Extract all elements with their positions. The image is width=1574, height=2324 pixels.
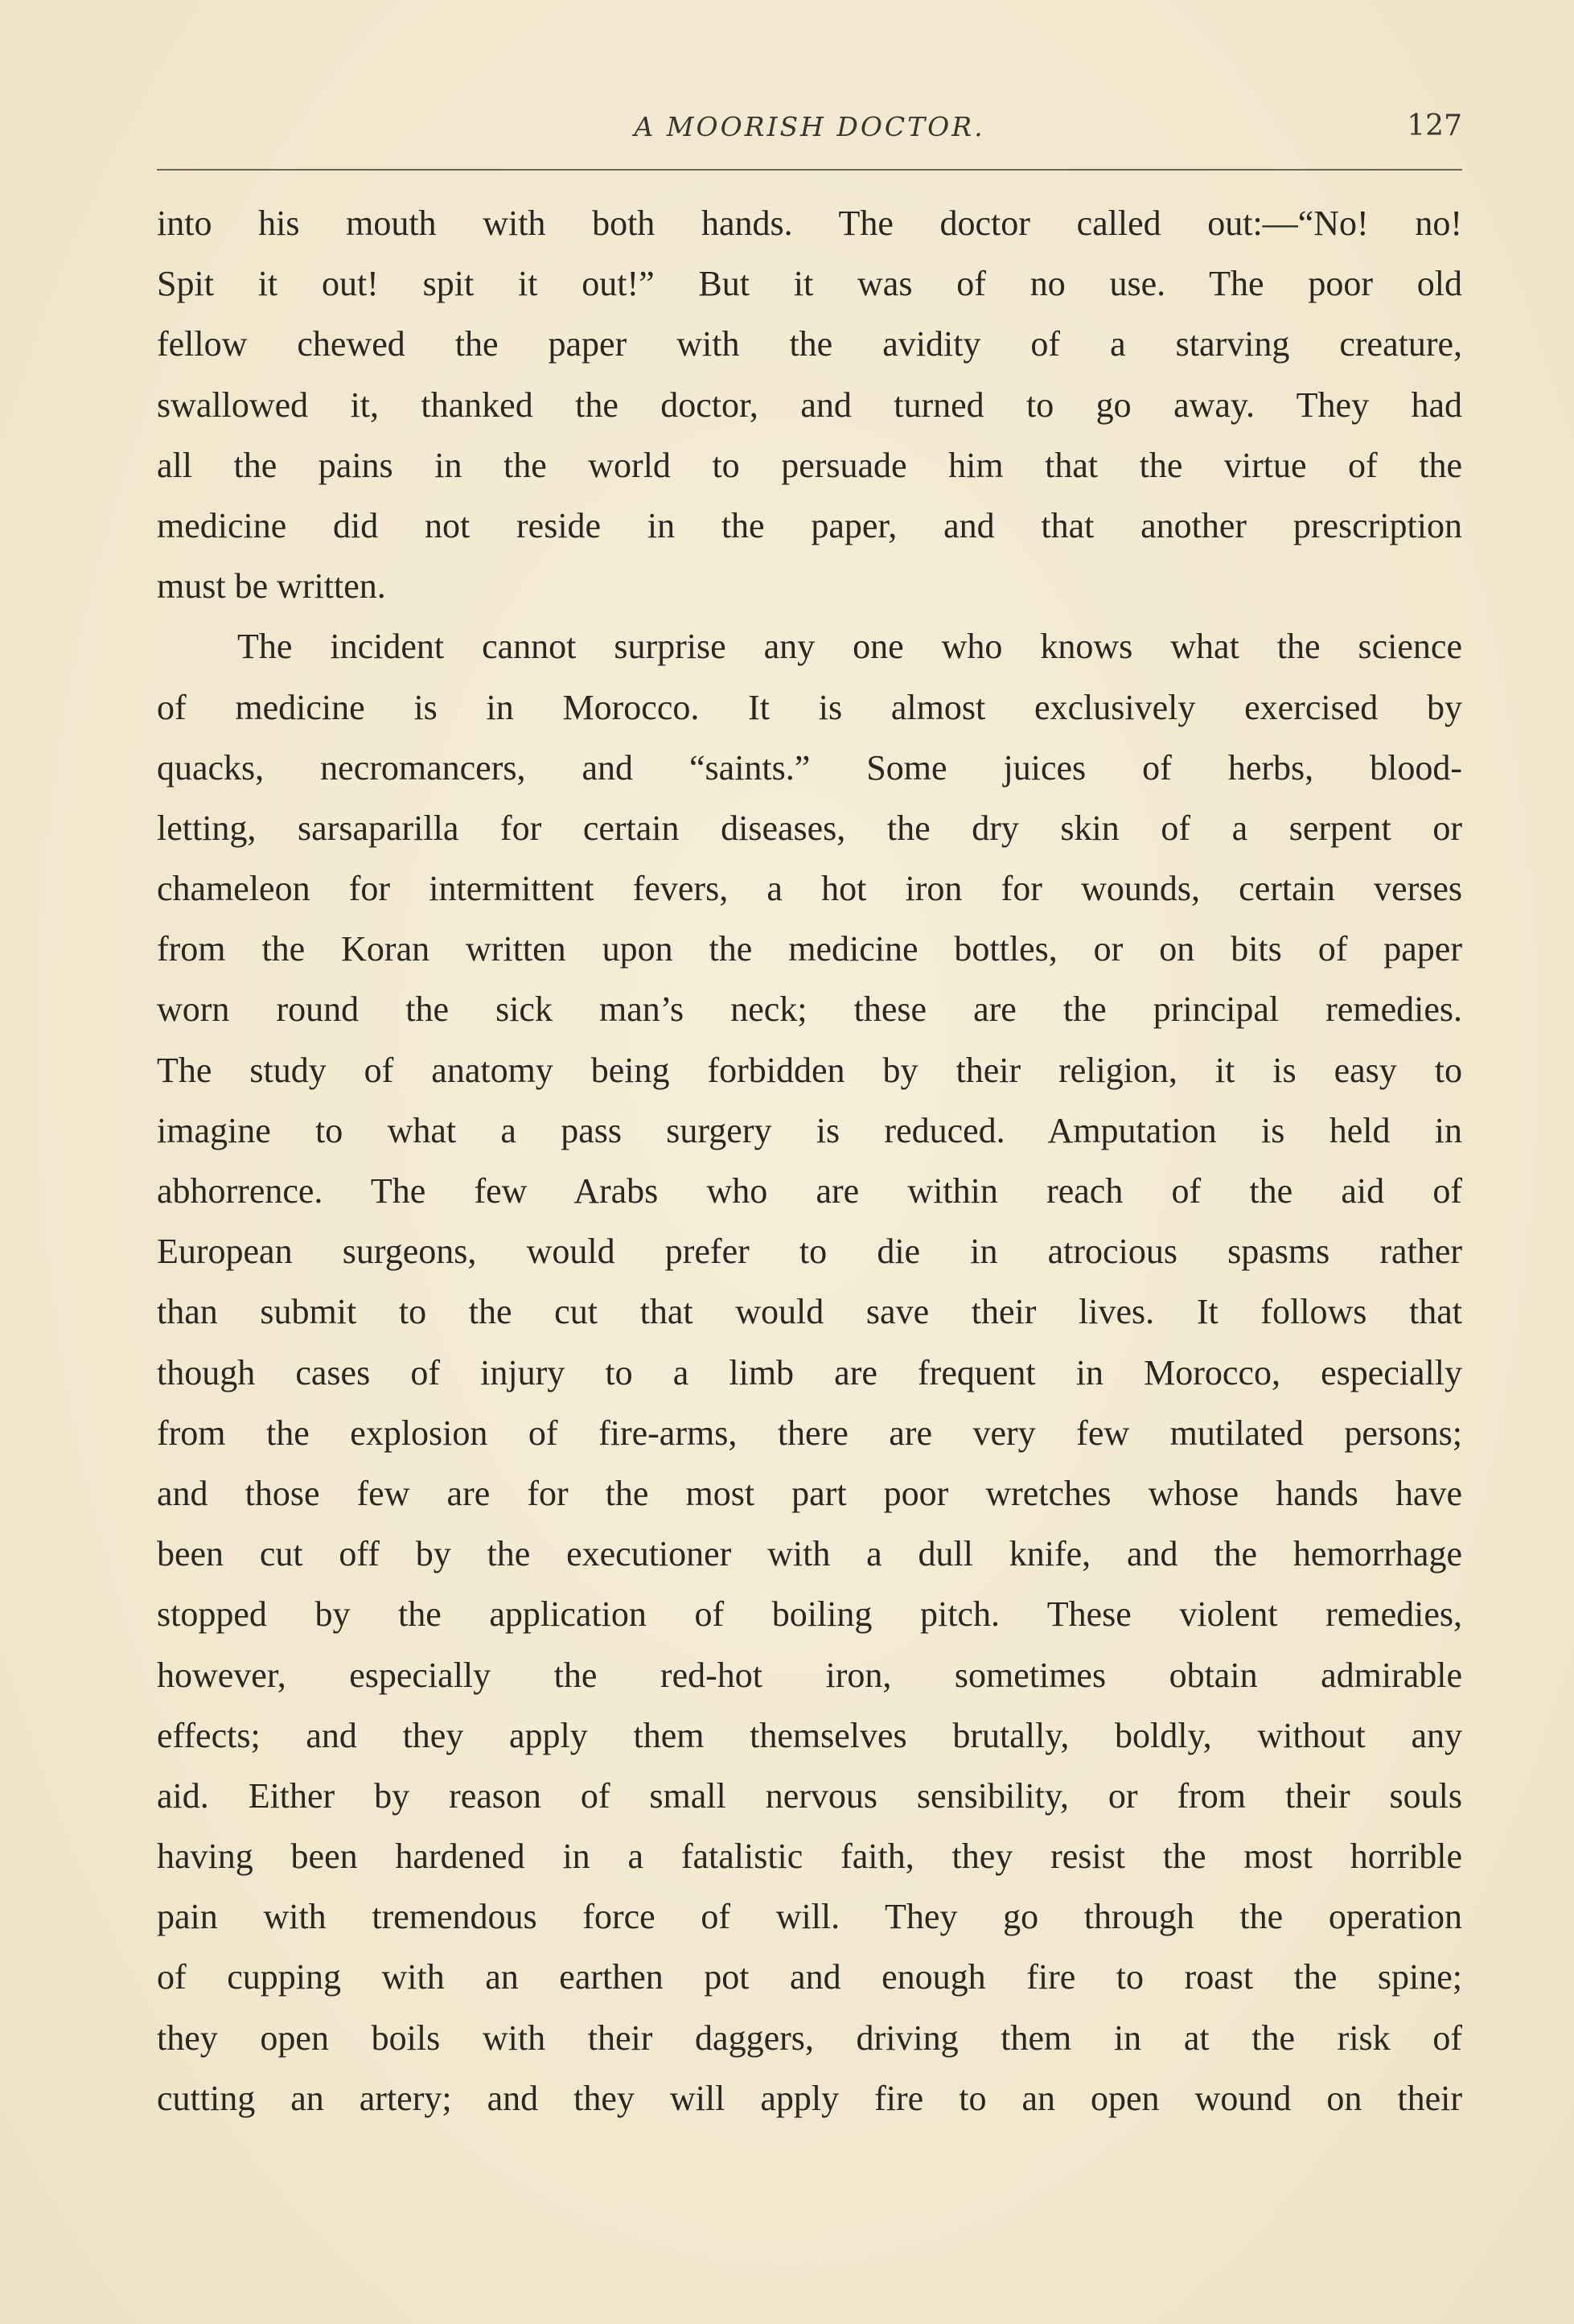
text-line: The study of anatomy being forbidden by their religion, it is easy to xyxy=(157,1050,1462,1090)
text-line: effects; and they apply them themselves brutally, boldly, without any xyxy=(157,1715,1462,1755)
paragraph-first-line: The incident cannot surprise any one who knows what the science xyxy=(237,627,1462,667)
text-line: stopped by the application of boiling pitch. These violent remedies, xyxy=(157,1594,1462,1635)
paragraph-end-line: must be written. xyxy=(157,566,386,607)
text-line: medicine did not reside in the paper, and that another prescription xyxy=(157,505,1462,545)
text-line: from the Koran written upon the medicine bottles, or on bits of paper xyxy=(157,929,1462,969)
text-line: imagine to what a pass surgery is reduced. Amputation is held in xyxy=(157,1110,1462,1150)
page-header xyxy=(157,105,1462,153)
text-line: than submit to the cut that would save their lives. It follows that xyxy=(157,1292,1462,1332)
text-line: Spit it out! spit it out!” But it was of no use. The poor old xyxy=(157,264,1462,304)
text-line: though cases of injury to a limb are frequent in Morocco, especially xyxy=(157,1352,1462,1392)
text-line: chameleon for intermittent fevers, a hot iron for wounds, certain verses xyxy=(157,869,1462,909)
text-line: been cut off by the executioner with a dull knife, and the hemorrhage xyxy=(157,1534,1462,1574)
text-line: having been hardened in a fatalistic faith, they resist the most horrible xyxy=(157,1837,1462,1877)
text-line: worn round the sick man’s neck; these are the principal remedies. xyxy=(157,989,1462,1030)
text-line: into his mouth with both hands. The doctor called out:—“No! no! xyxy=(157,204,1462,243)
header-rule xyxy=(157,169,1462,171)
text-line: pain with tremendous force of will. They go through the operation xyxy=(157,1897,1462,1937)
text-line: cutting an artery; and they will apply fire to an open wound on their xyxy=(157,2078,1462,2118)
text-line: and those few are for the most part poor wretches whose hands have xyxy=(157,1473,1462,1513)
text-line: all the pains in the world to persuade him that the virtue of the xyxy=(157,445,1462,485)
body-text xyxy=(157,193,1462,2129)
text-line: European surgeons, would prefer to die in atrocious spasms rather xyxy=(157,1232,1462,1272)
text-line: however, especially the red-hot iron, sometimes obtain admirable xyxy=(157,1655,1462,1695)
text-line: they open boils with their daggers, driving them in at the risk of xyxy=(157,2018,1462,2058)
text-line: aid. Either by reason of small nervous sensibility, or from their souls xyxy=(157,1775,1462,1816)
running-head: A MOORISH DOCTOR. xyxy=(634,111,985,142)
text-line: of medicine is in Morocco. It is almost exclusively exercised by xyxy=(157,687,1462,727)
text-line: from the explosion of fire-arms, there are very few mutilated persons; xyxy=(157,1413,1462,1453)
text-line: letting, sarsaparilla for certain diseases, the dry skin of a serpent or xyxy=(157,808,1462,848)
page-number: 127 xyxy=(1407,109,1462,142)
text-line: swallowed it, thanked the doctor, and turned to go away. They had xyxy=(157,385,1462,425)
text-line: abhorrence. The few Arabs who are within reach of the aid of xyxy=(157,1171,1462,1211)
text-line: of cupping with an earthen pot and enough fire to roast the spine; xyxy=(157,1957,1462,1997)
text-line: fellow chewed the paper with the avidity of a starving creature, xyxy=(157,324,1462,364)
text-line: quacks, necromancers, and “saints.” Some juices of herbs, blood- xyxy=(157,747,1462,788)
